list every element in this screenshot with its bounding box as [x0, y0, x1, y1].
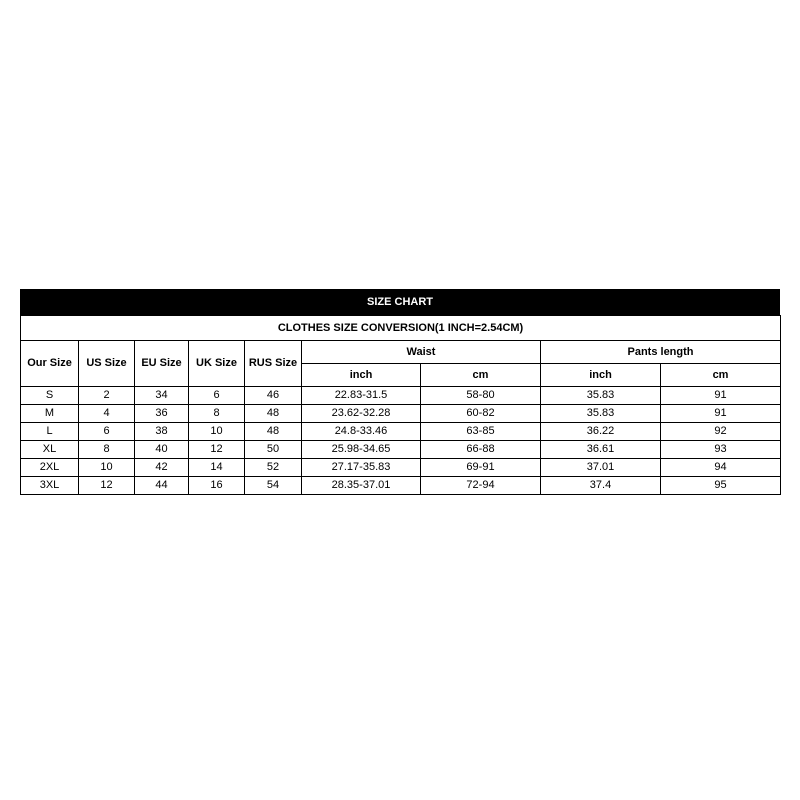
- cell-waist-cm: 72-94: [421, 477, 541, 495]
- table-row: [21, 477, 781, 495]
- cell-uk-size: 16: [189, 477, 245, 495]
- cell-our-size: 2XL: [21, 459, 79, 477]
- cell-uk-size: 8: [189, 405, 245, 423]
- cell-waist-inch: 28.35-37.01: [302, 477, 421, 495]
- table-row: [21, 387, 781, 405]
- table-row: [21, 459, 781, 477]
- cell-rus-size: 54: [245, 477, 302, 495]
- cell-pants-cm: 91: [661, 387, 781, 405]
- header-pants-cm: cm: [661, 364, 781, 387]
- table-row: [21, 423, 781, 441]
- cell-uk-size: 14: [189, 459, 245, 477]
- header-us-size: US Size: [79, 341, 135, 387]
- cell-eu-size: 40: [135, 441, 189, 459]
- cell-pants-inch: 36.22: [541, 423, 661, 441]
- header-rus-size: RUS Size: [245, 341, 302, 387]
- cell-waist-inch: 23.62-32.28: [302, 405, 421, 423]
- chart-title: SIZE CHART: [20, 289, 780, 315]
- cell-pants-cm: 94: [661, 459, 781, 477]
- cell-waist-cm: 66-88: [421, 441, 541, 459]
- cell-our-size: S: [21, 387, 79, 405]
- cell-waist-inch: 25.98-34.65: [302, 441, 421, 459]
- header-pants-length: Pants length: [541, 341, 781, 364]
- cell-our-size: L: [21, 423, 79, 441]
- cell-us-size: 12: [79, 477, 135, 495]
- cell-waist-cm: 60-82: [421, 405, 541, 423]
- cell-waist-inch: 22.83-31.5: [302, 387, 421, 405]
- header-waist-cm: cm: [421, 364, 541, 387]
- cell-us-size: 10: [79, 459, 135, 477]
- cell-pants-cm: 92: [661, 423, 781, 441]
- header-waist: Waist: [302, 341, 541, 364]
- cell-uk-size: 12: [189, 441, 245, 459]
- cell-our-size: 3XL: [21, 477, 79, 495]
- header-waist-inch: inch: [302, 364, 421, 387]
- cell-pants-inch: 36.61: [541, 441, 661, 459]
- table-row: [21, 405, 781, 423]
- cell-eu-size: 44: [135, 477, 189, 495]
- header-our-size: Our Size: [21, 341, 79, 387]
- header-pants-inch: inch: [541, 364, 661, 387]
- cell-waist-cm: 63-85: [421, 423, 541, 441]
- cell-pants-cm: 95: [661, 477, 781, 495]
- cell-eu-size: 36: [135, 405, 189, 423]
- cell-waist-inch: 27.17-35.83: [302, 459, 421, 477]
- cell-pants-cm: 93: [661, 441, 781, 459]
- cell-pants-inch: 37.01: [541, 459, 661, 477]
- cell-us-size: 2: [79, 387, 135, 405]
- cell-eu-size: 42: [135, 459, 189, 477]
- cell-rus-size: 48: [245, 405, 302, 423]
- cell-waist-cm: 58-80: [421, 387, 541, 405]
- size-table: [20, 315, 781, 495]
- chart-subtitle: CLOTHES SIZE CONVERSION(1 INCH=2.54CM): [21, 316, 781, 341]
- cell-eu-size: 38: [135, 423, 189, 441]
- cell-eu-size: 34: [135, 387, 189, 405]
- header-eu-size: EU Size: [135, 341, 189, 387]
- cell-pants-inch: 35.83: [541, 387, 661, 405]
- cell-rus-size: 50: [245, 441, 302, 459]
- cell-us-size: 8: [79, 441, 135, 459]
- cell-rus-size: 46: [245, 387, 302, 405]
- cell-rus-size: 52: [245, 459, 302, 477]
- header-uk-size: UK Size: [189, 341, 245, 387]
- cell-waist-inch: 24.8-33.46: [302, 423, 421, 441]
- cell-waist-cm: 69-91: [421, 459, 541, 477]
- cell-pants-inch: 35.83: [541, 405, 661, 423]
- cell-uk-size: 6: [189, 387, 245, 405]
- cell-pants-cm: 91: [661, 405, 781, 423]
- cell-pants-inch: 37.4: [541, 477, 661, 495]
- size-chart: [20, 289, 780, 495]
- cell-us-size: 6: [79, 423, 135, 441]
- cell-uk-size: 10: [189, 423, 245, 441]
- table-row: [21, 441, 781, 459]
- cell-our-size: M: [21, 405, 79, 423]
- cell-rus-size: 48: [245, 423, 302, 441]
- cell-our-size: XL: [21, 441, 79, 459]
- cell-us-size: 4: [79, 405, 135, 423]
